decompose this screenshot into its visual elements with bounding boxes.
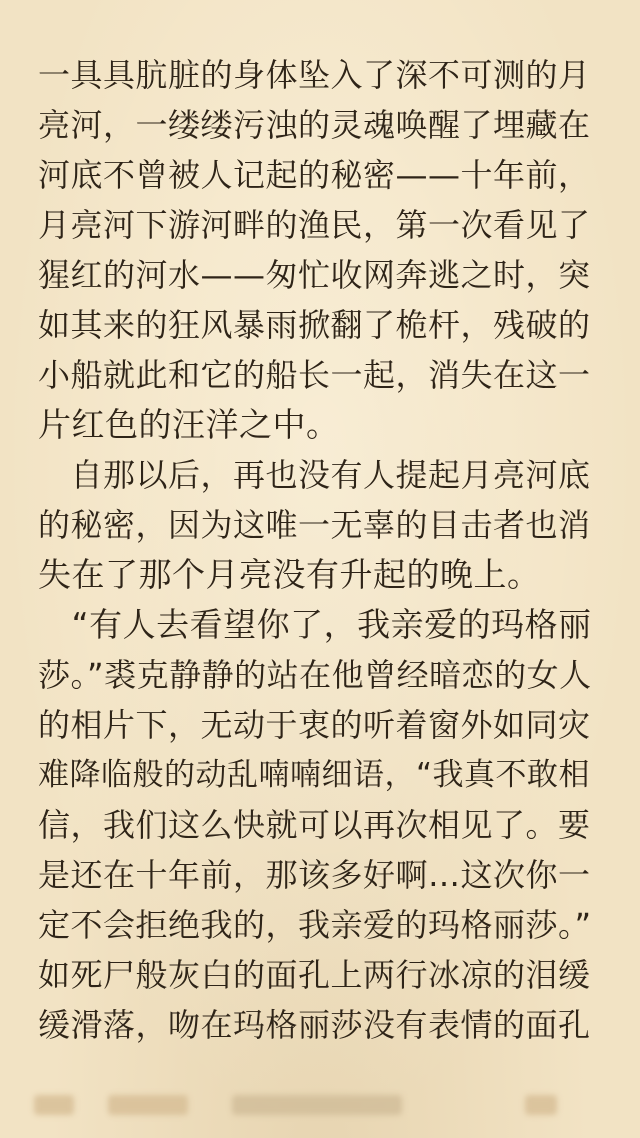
text-line: 如死尸般灰白的面孔上两行冰凉的泪缓 [38,956,591,994]
text-line: 猩红的河水——匆忙收网奔逃之时，突 [38,256,591,294]
footer-bar [0,1085,640,1138]
text-line: 自那以后，再也没有人提起月亮河底 [38,456,591,494]
text-line: 月亮河下游河畔的渔民，第一次看见了 [38,206,591,244]
blurred-footer-item [108,1095,188,1115]
text-line: 一具具肮脏的身体坠入了深不可测的月 [38,56,591,94]
text-line: 小船就此和它的船长一起，消失在这一 [38,356,591,394]
blurred-footer-item [232,1095,402,1115]
text-line: 河底不曾被人记起的秘密——十年前， [38,156,591,194]
text-line: 信，我们这么快就可以再次相见了。要 [38,806,591,844]
text-line: 失在了那个月亮没有升起的晚上。 [38,555,541,594]
text-line: 亮河，一缕缕污浊的灵魂唤醒了埋藏在 [38,106,591,144]
text-line: 的相片下，无动于衷的听着窗外如同灾 [38,706,591,744]
text-line: 莎。”裘克静静的站在他曾经暗恋的女人 [38,656,592,694]
text-line: 如其来的狂风暴雨掀翻了桅杆，残破的 [38,306,591,344]
text-line: 缓滑落，吻在玛格丽莎没有表情的面孔 [38,1006,591,1044]
text-line: 片红色的汪洋之中。 [38,405,340,444]
blurred-footer-item [525,1095,557,1115]
text-line: “有人去看望你了，我亲爱的玛格丽 [38,605,592,644]
text-line: 是还在十年前，那该多好啊…这次你一 [38,856,591,894]
blurred-footer-item [34,1095,74,1115]
text-line: 的秘密，因为这唯一无辜的目击者也消 [38,506,591,544]
text-line: 难降临般的动乱喃喃细语，“我真不敢相 [38,757,591,793]
text-line: 定不会拒绝我的，我亲爱的玛格丽莎。” [38,906,592,944]
